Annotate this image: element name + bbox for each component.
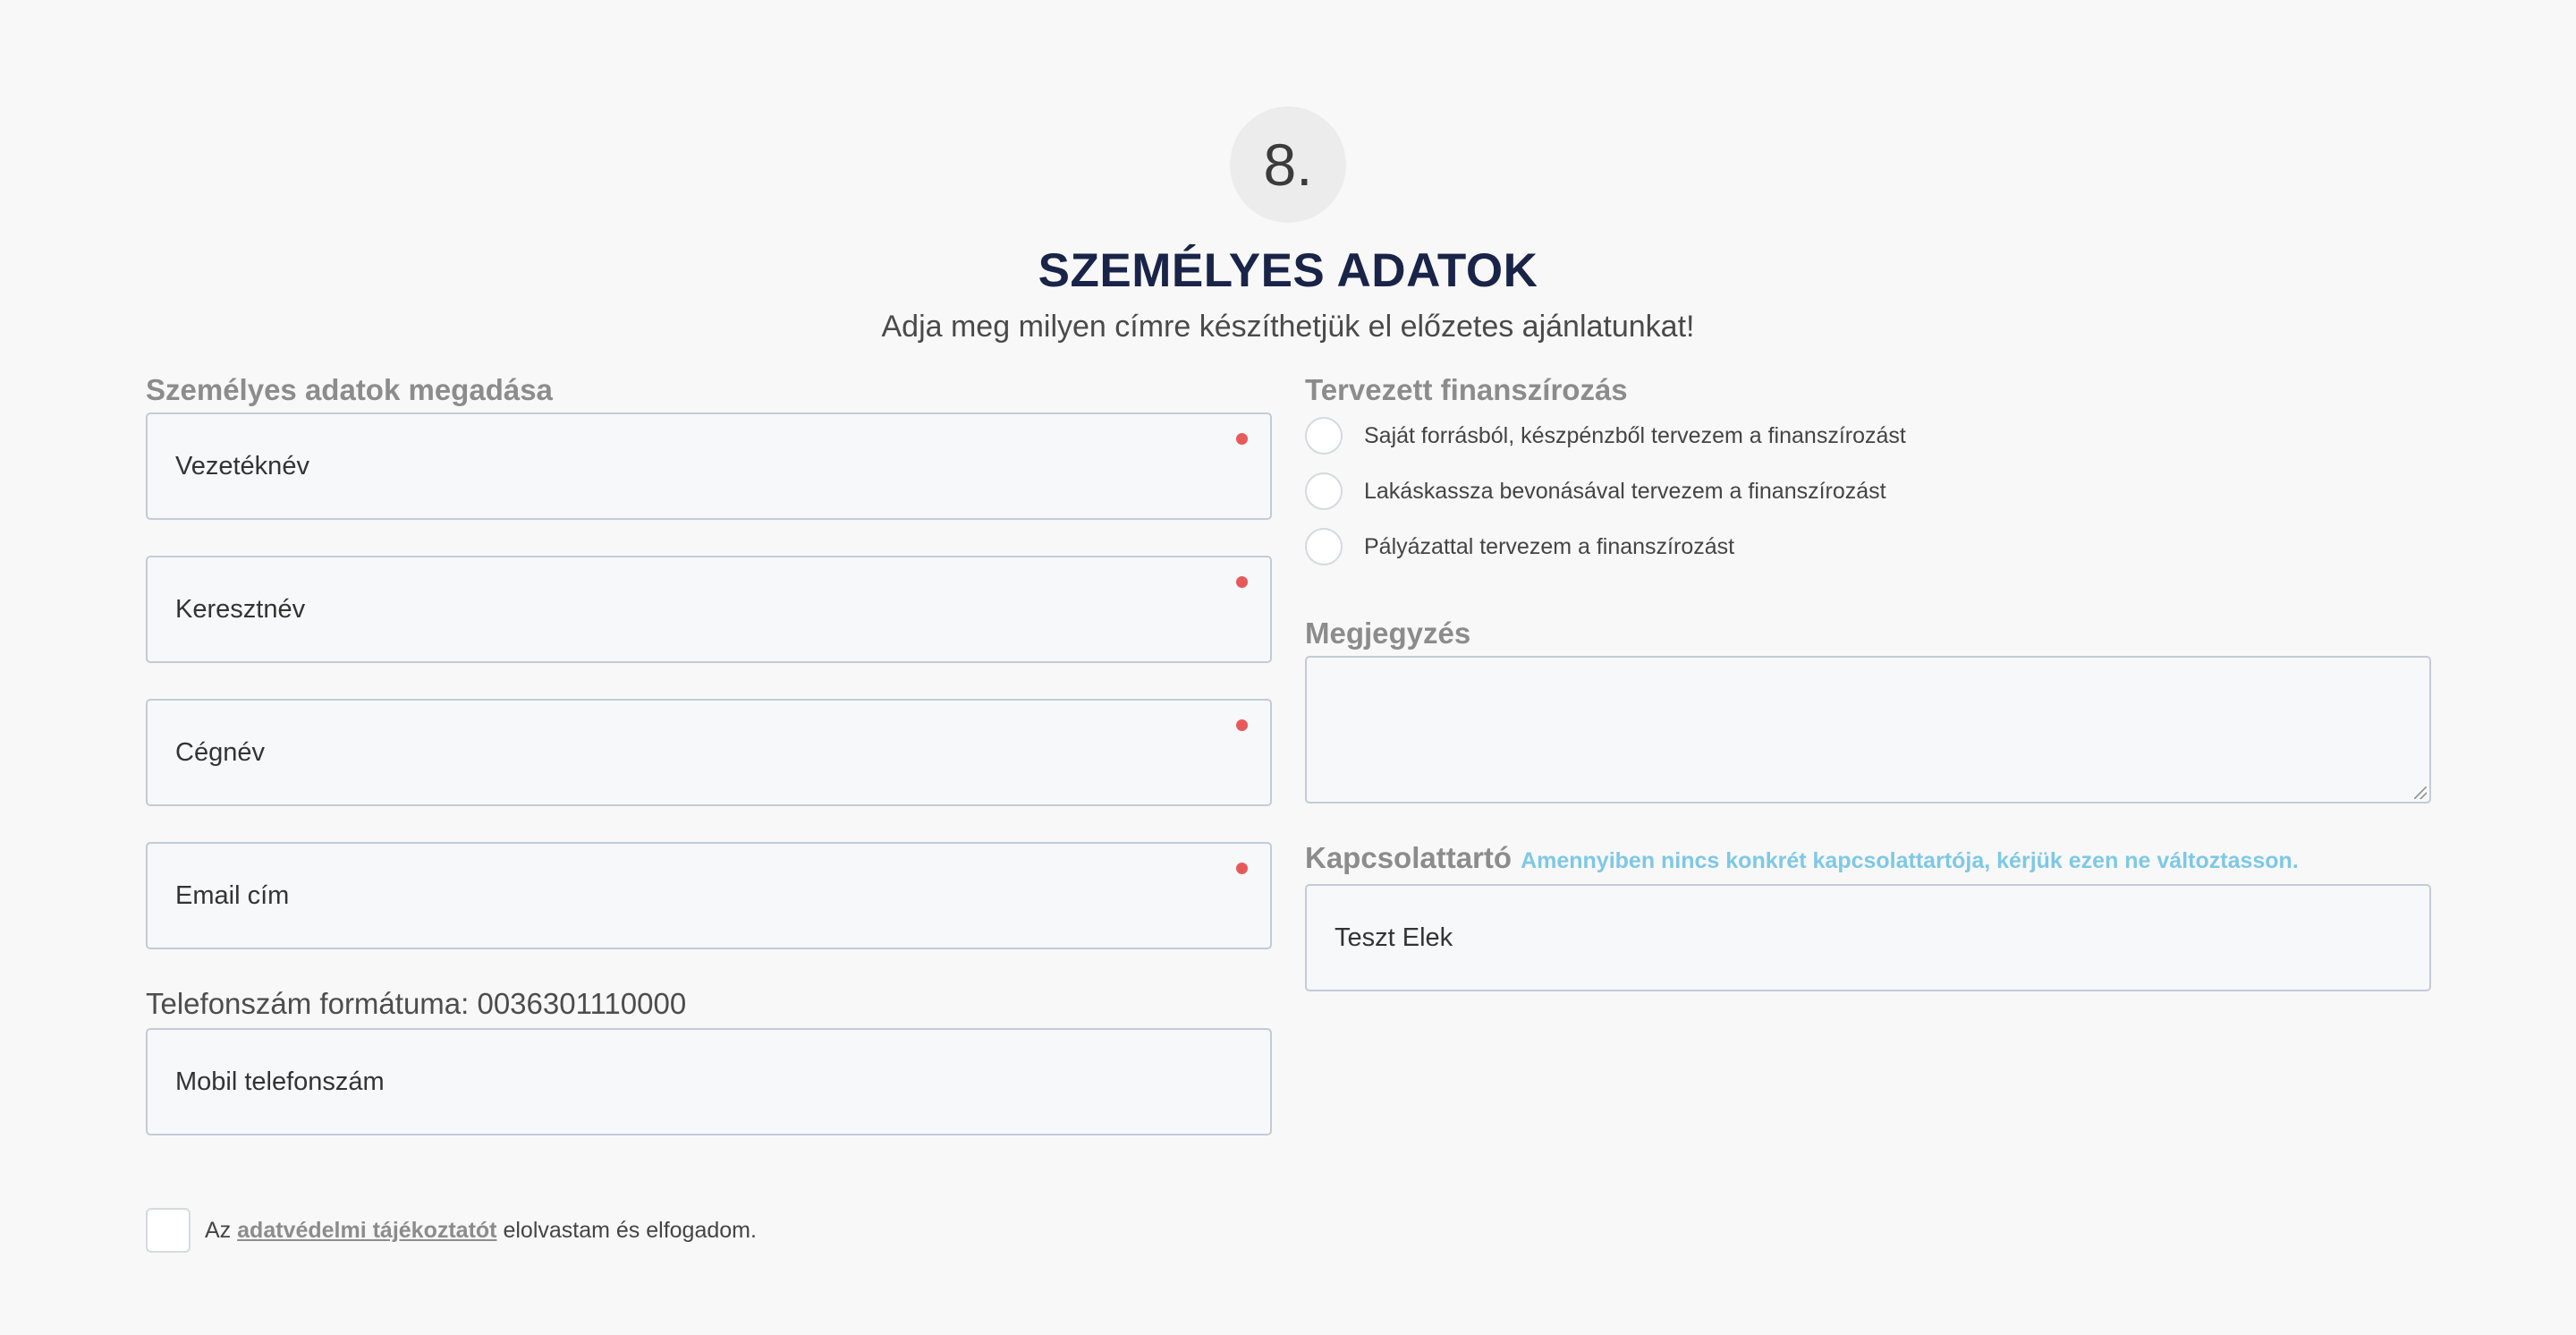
email-input[interactable]: [146, 842, 1272, 949]
required-dot-icon: [1236, 433, 1248, 445]
page-title: SZEMÉLYES ADATOK: [1038, 244, 1538, 297]
step-number: 8.: [1263, 132, 1313, 198]
note-section-label: Megjegyzés: [1305, 616, 1471, 650]
contact-hint: Amennyiben nincs konkrét kapcsolattartója, kérjük ezen ne változtasson.: [1521, 848, 2299, 873]
financing-section-label: Tervezett finanszírozás: [1305, 373, 1628, 406]
financing-option-own-funds[interactable]: [1305, 417, 1906, 455]
personal-section-label: Személyes adatok megadása: [146, 373, 553, 406]
consent-suffix: elolvastam és elfogadom.: [503, 1217, 757, 1243]
phone-format-label: Telefonszám formátuma: 0036301110000: [146, 987, 687, 1020]
contact-value: Teszt Elek: [1335, 923, 1453, 952]
financing-option-home-savings[interactable]: [1305, 472, 1886, 510]
company-placeholder: Cégnév: [175, 737, 265, 767]
radio-button[interactable]: [1305, 472, 1343, 510]
financing-option-grant[interactable]: [1305, 528, 1734, 565]
resize-handle-icon[interactable]: [2414, 787, 2427, 799]
email-placeholder: Email cím: [175, 880, 290, 910]
privacy-policy-link[interactable]: adatvédelmi tájékoztatót: [237, 1217, 497, 1243]
radio-label: Lakáskassza bevonásával tervezem a finanszírozást: [1364, 478, 1886, 504]
first-name-placeholder: Keresztnév: [175, 594, 306, 624]
contact-label-row: [1305, 841, 2299, 875]
phone-input[interactable]: [146, 1028, 1272, 1135]
note-textarea[interactable]: [1305, 656, 2431, 804]
consent-text: [205, 1218, 757, 1244]
last-name-placeholder: Vezetéknév: [175, 451, 309, 480]
radio-label: Pályázattal tervezem a finanszírozást: [1364, 533, 1735, 559]
radio-button[interactable]: [1305, 417, 1343, 455]
consent-row: [146, 1208, 757, 1253]
consent-checkbox[interactable]: [146, 1208, 191, 1253]
consent-prefix: Az: [205, 1217, 232, 1243]
page-subtitle: Adja meg milyen címre készíthetjük el előzetes ajánlatunkat!: [881, 310, 1695, 344]
contact-section-label: Kapcsolattartó: [1305, 841, 1513, 874]
required-dot-icon: [1236, 576, 1248, 588]
first-name-input[interactable]: [146, 556, 1272, 663]
required-dot-icon: [1236, 863, 1248, 874]
last-name-input[interactable]: [146, 412, 1272, 520]
radio-button[interactable]: [1305, 528, 1343, 565]
required-dot-icon: [1236, 719, 1248, 731]
step-number-badge: [1230, 106, 1346, 223]
phone-placeholder: Mobil telefonszám: [175, 1067, 385, 1096]
contact-input[interactable]: [1305, 884, 2431, 991]
radio-label: Saját forrásból, készpénzből tervezem a finanszírozást: [1364, 422, 1906, 448]
company-input[interactable]: [146, 699, 1272, 806]
